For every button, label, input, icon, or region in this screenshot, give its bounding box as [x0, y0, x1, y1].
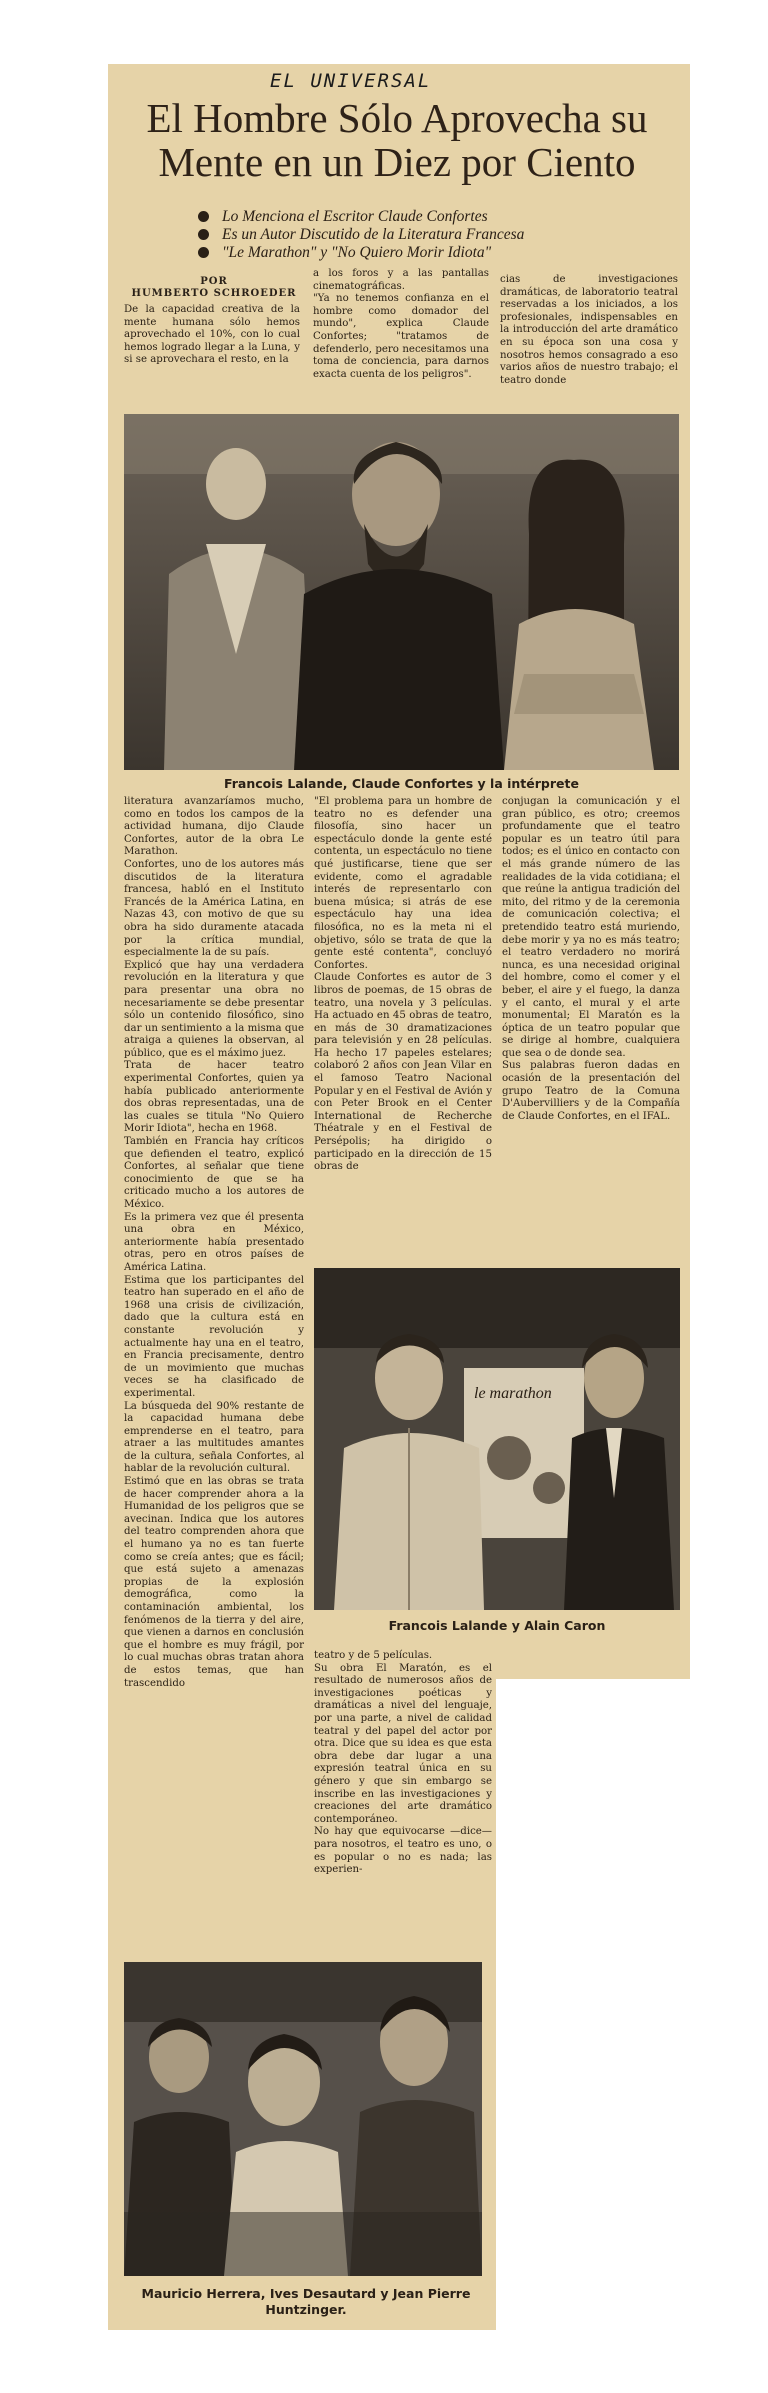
- intro-column-3: cias de investigaciones dramáticas, de laboratorio teatral reservadas a los iniciados, a los profesionales, indispensables en la introducción del arte dramático en su época son una cosa y nosotros hemos consagrado a eso varios años de nuestro trabajo; el teatro donde: [500, 274, 678, 386]
- photo-3-caption: Mauricio Herrera, Ives Desautard y Jean Pierre Huntzinger.: [141, 2286, 471, 2317]
- photo-1-caption: Francois Lalande, Claude Confortes y la intérprete: [224, 776, 579, 791]
- body-column-1: literatura avanzaríamos mucho, como en todos los campos de la actividad humana, dijo Claude Confortes, autor de la obra Le Marathon. Confortes, uno de los autores más discutidos de la literatura francesa, habló en el Instituto Francés de la América Latina, en Nazas 43, con motivo de que su obra ha sido duramente atacada por la crítica mundial, especialmente la de su país. Explicó que hay una verdadera revolución en la literatura y que para presentar una obra no necesariamente se debe presentar sólo un contenido filosófico, sino dar un sentimiento a la misma que atraiga a quienes la observan, al público, que es el máximo juez. Trata de hacer teatro experimental Confortes, quien ya había publicado anteriormente dos obras representadas, una de las cuales se titula "No Quiero Morir Idiota", hecha en 1968. También en Francia hay críticos que defienden el teatro, explicó Confortes, al señalar que tiene conocimiento de que se ha criticado mucho a los autores de México. Es la primera vez que él presenta una obra en México, anteriormente había presentado otras, pero en otros países de América Latina. Estima que los participantes del teatro han superado en el año de 1968 una crisis de civilización, dado que la cultura está en constante revolución y actualmente hay una en el teatro, en Francia precisamente, dentro de un movimiento que muchas veces se ha clasificado de experimental. La búsqueda del 90% restante de la capacidad humana debe emprenderse en el teatro, para atraer a las multitudes amantes de la cultura, señala Confortes, al hablar de la revolución cultural. Estimó que en las obras se trata de hacer comprender ahora a la Humanidad de los peligros que se avecinan. Indica que los autores del teatro comprenden ahora que el humano ya no es tan fuerte como se creía antes; que es fácil; que está sujeto a amenazas propias de la explosión demográfica, como la contaminación ambiental, los fenómenos de la tierra y del aire, que vienen a darnos en conclusión que el hombre es muy frágil, por lo cual muchas obras tratan ahora de estos temas, que han trascendido: [124, 796, 304, 1689]
- poster-title: le marathon: [474, 1385, 552, 1402]
- body-column-2: "El problema para un hombre de teatro no es defender una filosofía, sino hacer un espectáculo donde la gente esté contenta, un espectáculo no tiene qué justificarse, tiene que ser evidente, como el agradable interés de representarlo con buena música; si atrás de ese espectáculo hay una idea filosófica, no es la meta ni el objetivo, sólo se trata de que la gente esté contenta", concluyó Confortes. Claude Confortes es autor de 3 libros de poemas, de 15 obras de teatro, una novela y 3 películas. Ha actuado en 45 obras de teatro, en más de 30 dramatizaciones para televisión y en 28 películas. Ha hecho 17 papeles estelares; colaboró 2 años con Jean Vilar en el famoso Teatro Nacional Popular y en el Festival de Avión y con Peter Brook en el Center International de Recherche Théatrale y en el Festival de Persépolis; ha dirigido o participado en la dirección de 15 obras de: [314, 796, 492, 1173]
- bullet-item: Lo Menciona el Escritor Claude Confortes: [196, 208, 656, 226]
- headline: El Hombre Sólo Aprovecha su Mente en un Diez por Ciento: [146, 95, 648, 185]
- bullet-item: Es un Autor Discutido de la Literatura Francesa: [196, 226, 656, 244]
- summary-bullets: [196, 208, 656, 262]
- masthead: EL UNIVERSAL: [270, 70, 432, 92]
- photo-2-caption: Francois Lalande y Alain Caron: [388, 1618, 606, 1633]
- photo-lalande-confortes-interpreter: [124, 414, 679, 770]
- byline: POR HUMBERTO SCHROEDER: [131, 276, 297, 299]
- photo-lalande-caron: [314, 1268, 680, 1610]
- intro-column-2: a los foros y a las pantallas cinematográficas. "Ya no tenemos confianza en el hombre como domador del mundo", explica Claude Confortes; "tratamos de defenderlo, pero necesitamos una toma de conciencia, para darnos exacta cuenta de los peligros".: [313, 268, 489, 380]
- body-column-2-continued: teatro y de 5 películas. Su obra El Maratón, es el resultado de numerosos años de investigaciones poéticas y dramáticas a nivel del lenguaje, por una parte, a nivel de calidad teatral y del papel del actor por otra. Dice que su idea es que esta obra debe dar lugar a una expresión teatral única en su género y que sin embargo se inscribe en las investigaciones y creaciones del arte dramático contemporáneo. No hay que equivocarse —dice— para nosotros, el teatro es uno, o es popular o no es nada; las experien-: [314, 1650, 492, 1876]
- body-column-3: conjugan la comunicación y el gran público, es otro; creemos profundamente que el teatro popular es un teatro útil para todos; es el único en contacto con el más grande número de las realidades de la vida cotidiana; el que reúne la antigua tradición del mito, del ritmo y de la ceremonia de comunicación colectiva; el pretendido teatro está muriendo, debe morir y ya no es más teatro; el teatro verdadero no morirá nunca, es una necesidad original del hombre, como el comer y el beber, el aire y el fuego, la danza y el canto, el mural y el arte monumental; El Maratón es la óptica de un teatro popular que se dirige al hombre, cualquiera que sea o de donde sea. Sus palabras fueron dadas en ocasión de la presentación del grupo Teatro de la Comuna D'Aubervilliers y de la Compañía de Claude Confortes, en el IFAL.: [502, 796, 680, 1122]
- photo-herrera-desautard-huntzinger: [124, 1962, 482, 2276]
- bullet-item: "Le Marathon" y "No Quiero Morir Idiota": [196, 244, 656, 262]
- intro-column-1: De la capacidad creativa de la mente humana sólo hemos aprovechado el 10%, con lo cual hemos logrado llegar a la Luna, y si se aprovechara el resto, en la: [124, 304, 300, 366]
